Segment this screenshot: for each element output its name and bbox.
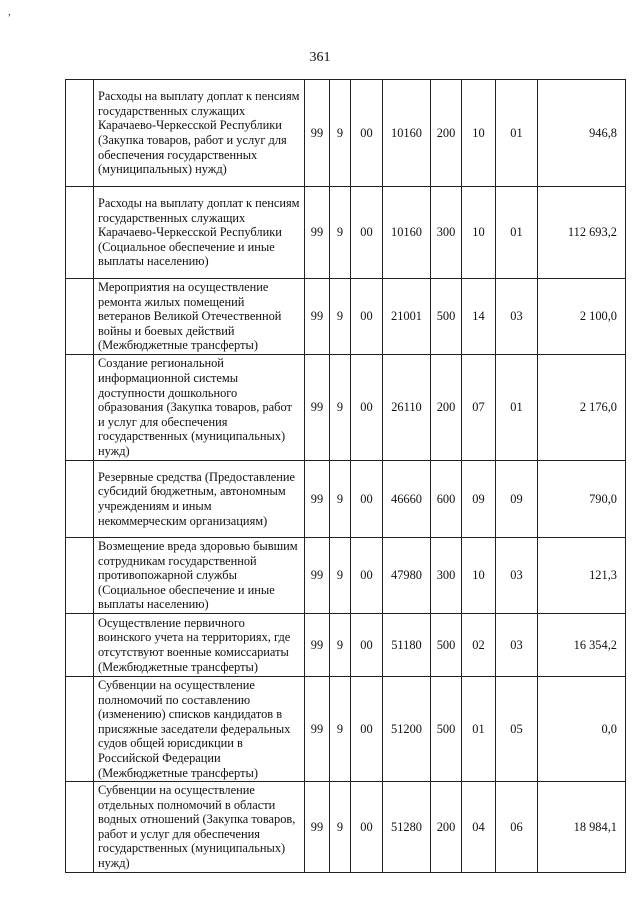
- code-cell-5: 300: [431, 187, 462, 279]
- code-cell-3: 00: [351, 80, 383, 187]
- code-cell-4: 51200: [383, 676, 431, 781]
- section-cell: 04: [462, 782, 496, 873]
- code-cell-4: 51280: [383, 782, 431, 873]
- section-cell: 10: [462, 187, 496, 279]
- code-cell-1: 99: [305, 676, 330, 781]
- code-cell-2: 9: [330, 354, 351, 460]
- subsection-cell: 09: [496, 460, 538, 537]
- section-cell: 10: [462, 537, 496, 613]
- code-cell-4: 26110: [383, 354, 431, 460]
- description-cell: Резервные средства (Предоставление субсидий бюджетным, автономным учреждениям и иным некоммерческим организациям): [94, 460, 305, 537]
- code-cell-4: 46660: [383, 460, 431, 537]
- code-cell-5: 500: [431, 676, 462, 781]
- code-cell-5: 200: [431, 80, 462, 187]
- table-row: [66, 354, 626, 460]
- code-cell-1: 99: [305, 80, 330, 187]
- amount-cell: 790,0: [538, 460, 626, 537]
- subsection-cell: 06: [496, 782, 538, 873]
- subsection-cell: 01: [496, 187, 538, 279]
- subsection-cell: 01: [496, 354, 538, 460]
- subsection-cell: 03: [496, 613, 538, 676]
- table-row: [66, 782, 626, 873]
- index-cell: [66, 676, 94, 781]
- code-cell-4: 51180: [383, 613, 431, 676]
- code-cell-3: 00: [351, 537, 383, 613]
- amount-cell: 16 354,2: [538, 613, 626, 676]
- code-cell-3: 00: [351, 354, 383, 460]
- code-cell-3: 00: [351, 279, 383, 355]
- section-cell: 09: [462, 460, 496, 537]
- subsection-cell: 01: [496, 80, 538, 187]
- amount-cell: 946,8: [538, 80, 626, 187]
- page-number: 361: [309, 50, 331, 65]
- code-cell-5: 500: [431, 613, 462, 676]
- code-cell-3: 00: [351, 460, 383, 537]
- description-cell: Расходы на выплату доплат к пенсиям государственных служащих Карачаево-Черкесской Республики (Социальное обеспечение и иные выплаты населению): [94, 187, 305, 279]
- code-cell-4: 21001: [383, 279, 431, 355]
- code-cell-5: 300: [431, 537, 462, 613]
- index-cell: [66, 354, 94, 460]
- code-cell-1: 99: [305, 460, 330, 537]
- section-cell: 01: [462, 676, 496, 781]
- code-cell-1: 99: [305, 187, 330, 279]
- table-row: [66, 537, 626, 613]
- code-cell-2: 9: [330, 676, 351, 781]
- description-cell: Возмещение вреда здоровью бывшим сотрудникам государственной противопожарной службы (Социальное обеспечение и иные выплаты населению): [94, 537, 305, 613]
- code-cell-5: 500: [431, 279, 462, 355]
- code-cell-2: 9: [330, 80, 351, 187]
- code-cell-1: 99: [305, 613, 330, 676]
- code-cell-2: 9: [330, 279, 351, 355]
- code-cell-4: 10160: [383, 80, 431, 187]
- subsection-cell: 03: [496, 537, 538, 613]
- table-row: [66, 187, 626, 279]
- index-cell: [66, 460, 94, 537]
- description-cell: Создание региональной информационной системы доступности дошкольного образования (Закупка товаров, работ и услуг для обеспечения государственных (муниципальных) нужд): [94, 354, 305, 460]
- code-cell-5: 200: [431, 782, 462, 873]
- amount-cell: 18 984,1: [538, 782, 626, 873]
- code-cell-4: 10160: [383, 187, 431, 279]
- index-cell: [66, 187, 94, 279]
- description-cell: Расходы на выплату доплат к пенсиям государственных служащих Карачаево-Черкесской Республики (Закупка товаров, работ и услуг для обеспечения государственных (муниципальных) нужд): [94, 80, 305, 187]
- amount-cell: 0,0: [538, 676, 626, 781]
- section-cell: 10: [462, 80, 496, 187]
- index-cell: [66, 613, 94, 676]
- description-cell: Субвенции на осуществление полномочий по составлению (изменению) списков кандидатов в присяжные заседатели федеральных судов общей юрисдикции в Российской Федерации (Межбюджетные трансферты): [94, 676, 305, 781]
- table-row: [66, 80, 626, 187]
- amount-cell: 112 693,2: [538, 187, 626, 279]
- scan-mark: ,: [8, 6, 11, 18]
- code-cell-2: 9: [330, 537, 351, 613]
- amount-cell: 2 176,0: [538, 354, 626, 460]
- code-cell-2: 9: [330, 187, 351, 279]
- code-cell-5: 200: [431, 354, 462, 460]
- code-cell-3: 00: [351, 676, 383, 781]
- section-cell: 02: [462, 613, 496, 676]
- code-cell-1: 99: [305, 782, 330, 873]
- table-row: [66, 613, 626, 676]
- section-cell: 07: [462, 354, 496, 460]
- index-cell: [66, 782, 94, 873]
- code-cell-1: 99: [305, 279, 330, 355]
- table-row: [66, 460, 626, 537]
- subsection-cell: 05: [496, 676, 538, 781]
- code-cell-3: 00: [351, 187, 383, 279]
- description-cell: Осуществление первичного воинского учета на территориях, где отсутствуют военные комиссариаты (Межбюджетные трансферты): [94, 613, 305, 676]
- index-cell: [66, 80, 94, 187]
- code-cell-4: 47980: [383, 537, 431, 613]
- index-cell: [66, 279, 94, 355]
- description-cell: Мероприятия на осуществление ремонта жилых помещений ветеранов Великой Отечественной войны и боевых действий (Межбюджетные трансферты): [94, 279, 305, 355]
- table-row: [66, 676, 626, 781]
- table-row: [66, 279, 626, 355]
- code-cell-3: 00: [351, 782, 383, 873]
- amount-cell: 121,3: [538, 537, 626, 613]
- subsection-cell: 03: [496, 279, 538, 355]
- index-cell: [66, 537, 94, 613]
- code-cell-2: 9: [330, 782, 351, 873]
- budget-table: [65, 79, 626, 873]
- code-cell-1: 99: [305, 537, 330, 613]
- code-cell-5: 600: [431, 460, 462, 537]
- amount-cell: 2 100,0: [538, 279, 626, 355]
- code-cell-2: 9: [330, 613, 351, 676]
- code-cell-1: 99: [305, 354, 330, 460]
- description-cell: Субвенции на осуществление отдельных полномочий в области водных отношений (Закупка товаров, работ и услуг для обеспечения государственных (муниципальных) нужд): [94, 782, 305, 873]
- code-cell-2: 9: [330, 460, 351, 537]
- code-cell-3: 00: [351, 613, 383, 676]
- section-cell: 14: [462, 279, 496, 355]
